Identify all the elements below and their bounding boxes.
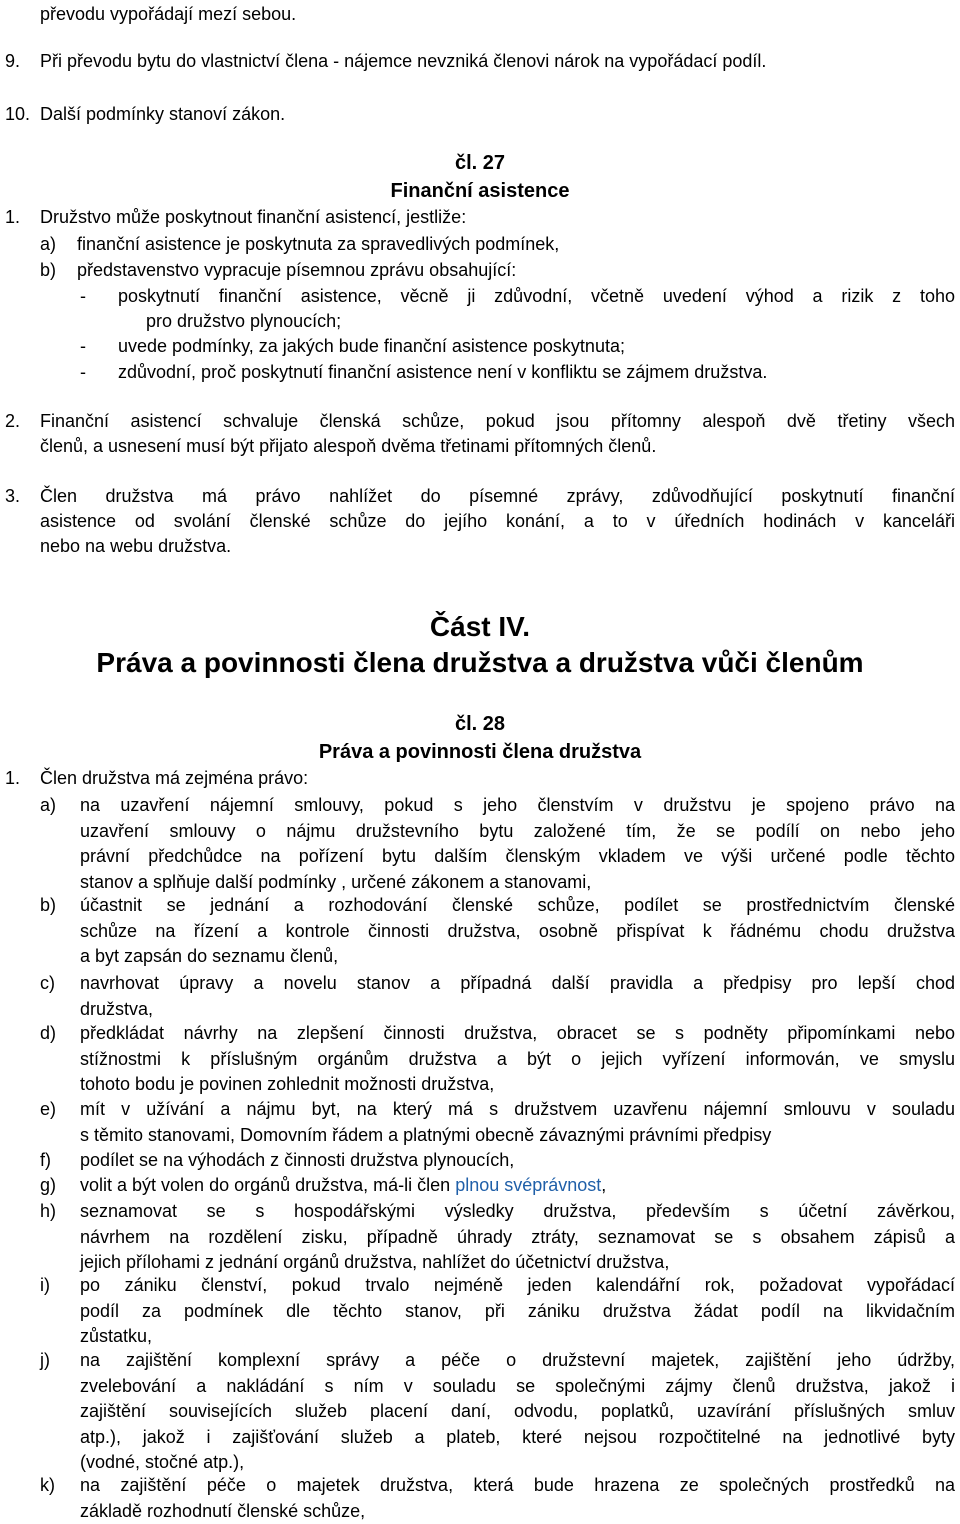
paragraph-text: Další podmínky stanoví zákon.: [40, 104, 286, 124]
list-item-line: [80, 1148, 514, 1172]
dash-item-text: pro družstvo plynoucích;: [146, 311, 342, 331]
paragraph-text: nebo na webu družstva.: [40, 536, 232, 556]
list-item-text: tohoto bodu je povinen zohlednit možnosti družstva,: [80, 1074, 495, 1094]
paragraph-number: 10.: [5, 104, 31, 124]
part-number: Část IV.: [429, 611, 531, 642]
list-item-line: zvelebování a nakládání s ním v souladu se společnými zájmy členů družstva, jakož i: [80, 1376, 955, 1396]
list-item-line: [80, 1123, 771, 1147]
list-marker: i): [40, 1275, 50, 1295]
list-item-line: mít v užívání a nájmu byt, na který má s družstvem uzavřenu nájemní smlouvu v souladu: [80, 1099, 955, 1119]
list-item-line: právní předchůdce na pořízení bytu dalším členským vkladem ve výši určené podle těchto: [80, 846, 955, 866]
dash-marker: -: [80, 286, 86, 306]
paragraph-number: 3.: [5, 486, 21, 506]
paragraph-number: 1.: [5, 207, 21, 227]
article-title: Práva a povinnosti člena družstva: [318, 741, 642, 763]
list-item-line: předkládat návrhy na zlepšení činnosti družstva, obracet se s podněty připomínkami nebo: [80, 1023, 955, 1043]
list-item-line: [80, 870, 591, 894]
list-item-line: uzavření smlouvy o nájmu družstevního bytu založené tím, že se podílí on nebo jeho: [80, 821, 955, 841]
list-marker: h): [40, 1201, 57, 1221]
dash-item-text: poskytnutí finanční asistence, věcně ji zdůvodní, včetně uvedení výhod a rizik z toho: [118, 286, 955, 306]
list-item-line: účastnit se jednání a rozhodování členské schůze, podílet se prostřednictvím členské: [80, 895, 955, 915]
text-line: převodu vypořádají mezí sebou.: [40, 4, 297, 24]
list-item-text: zůstatku,: [80, 1326, 153, 1346]
list-item-line: atp.), jakož i zajišťování služeb a plateb, které nejsou rozpočtitelné na jednotlivé byty: [80, 1427, 955, 1447]
paragraph-text: Člen družstva má zejména právo:: [40, 768, 309, 788]
list-marker: j): [40, 1350, 50, 1370]
dash-marker: -: [80, 362, 86, 382]
paragraph-text: Družstvo může poskytnout finanční asistencí, jestliže:: [40, 207, 467, 227]
list-marker: a): [40, 234, 57, 254]
list-marker: b): [40, 260, 57, 280]
list-item-line: na zajištění péče o majetek družstva, která bude hrazena ze společných prostředků na: [80, 1475, 955, 1495]
list-marker: b): [40, 895, 57, 915]
list-item-text: představenstvo vypracuje písemnou zprávu obsahující:: [77, 260, 517, 280]
list-item-text: finanční asistence je poskytnuta za spravedlivých podmínek,: [77, 234, 560, 254]
svepravnost-link[interactable]: plnou svéprávnost: [455, 1175, 602, 1195]
list-item-text: (vodné, stočné atp.),: [80, 1452, 245, 1472]
list-marker: f): [40, 1150, 51, 1170]
list-marker: c): [40, 973, 55, 993]
list-item-line: seznamovat se s hospodářskými výsledky družstva, především s účetní závěrkou,: [80, 1201, 955, 1221]
list-item-line: [80, 1250, 669, 1274]
list-item-line: po zániku členství, pokud trvalo nejméně jeden kalendářní rok, požadovat vypořádací: [80, 1275, 955, 1295]
article-number: čl. 28: [454, 713, 506, 735]
list-item-text: jejich přílohami z jednání orgánů družstva, nahlížet do účetnictví družstva,: [80, 1252, 670, 1272]
list-marker: g): [40, 1175, 57, 1195]
paragraph-text: Při převodu bytu do vlastnictví člena - nájemce nevzniká členovi nárok na vypořádací podíl.: [40, 51, 767, 71]
list-item-line: podíl za podmínek dle těchto stanov, při zániku družstva žádat podíl na likvidačním: [80, 1301, 955, 1321]
list-marker: d): [40, 1023, 57, 1043]
paragraph-text: Člen družstva má právo nahlížet do písemné zprávy, zdůvodňující poskytnutí finanční: [40, 486, 955, 506]
dash-item-text: uvede podmínky, za jakých bude finanční asistence poskytnuta;: [118, 336, 625, 356]
list-item-line: zajištění souvisejících služeb placení daní, odvodu, poplatků, uzavírání příslušných smluv: [80, 1401, 955, 1421]
list-item-text: volit a být volen do orgánů družstva, má-li člen: [80, 1175, 456, 1195]
list-item-text: základě rozhodnutí členské schůze,: [80, 1501, 366, 1521]
paragraph-text: asistence od svolání členské schůze do jejího konání, a to v úředních hodinách v kanceláři: [40, 511, 955, 531]
list-marker: e): [40, 1099, 57, 1119]
list-item-line: na uzavření nájemní smlouvy, pokud s jeho členstvím v družstvu je spojeno právo na: [80, 795, 955, 815]
paragraph-number: 1.: [5, 768, 21, 788]
paragraph-text: členů, a usnesení musí být přijato alespoň dvěma třetinami přítomných členů.: [40, 436, 657, 456]
list-marker: k): [40, 1475, 55, 1495]
list-item-line: návrhem na rozdělení zisku, případně úhrady ztráty, seznamovat se s obsahem zápisů a: [80, 1227, 955, 1247]
dash-marker: -: [80, 336, 86, 356]
paragraph-number: 9.: [5, 51, 21, 71]
list-item-line: stížnostmi k příslušným orgánům družstva a být o jejich vyřízení informován, ve smyslu: [80, 1049, 955, 1069]
list-item-text: podílet se na výhodách z činnosti družstva plynoucích,: [80, 1150, 515, 1170]
list-item-text: stanov a splňuje další podmínky , určené zákonem a stanovami,: [80, 872, 592, 892]
list-item-line: [80, 1450, 244, 1474]
list-item-line: [80, 1173, 606, 1197]
paragraph-number: 2.: [5, 411, 21, 431]
list-item-text: s těmito stanovami, Domovním řádem a platnými obecně závaznými právními předpisy: [80, 1125, 772, 1145]
article-title: Finanční asistence: [390, 180, 570, 202]
list-item-line: schůze na řízení a kontrole činnosti družstva, osobně přispívat k řádnému chodu družstva: [80, 921, 955, 941]
paragraph-text: Finanční asistencí schvaluje členská schůze, pokud jsou přítomny alespoň dvě třetiny všech: [40, 411, 955, 431]
list-item-line: [80, 1072, 494, 1096]
dash-item-text: zdůvodní, proč poskytnutí finanční asistence není v konfliktu se zájmem družstva.: [118, 362, 768, 382]
list-item-text: družstva,: [80, 999, 154, 1019]
list-item-line: navrhovat úpravy a novelu stanov a případná další pravidla a předpisy pro lepší chod: [80, 973, 955, 993]
list-item-line: [80, 944, 338, 968]
list-item-text: a byt zapsán do seznamu členů,: [80, 946, 339, 966]
list-item-line: [80, 1499, 365, 1523]
list-item-line: na zajištění komplexní správy a péče o družstevní majetek, zajištění jeho údržby,: [80, 1350, 955, 1370]
part-title: Práva a povinnosti člena družstva a družstva vůči členům: [96, 647, 864, 678]
list-marker: a): [40, 795, 57, 815]
list-item-text: ,: [601, 1175, 607, 1195]
article-number: čl. 27: [454, 152, 506, 174]
list-item-line: [80, 1324, 152, 1348]
list-item-line: [80, 997, 153, 1021]
